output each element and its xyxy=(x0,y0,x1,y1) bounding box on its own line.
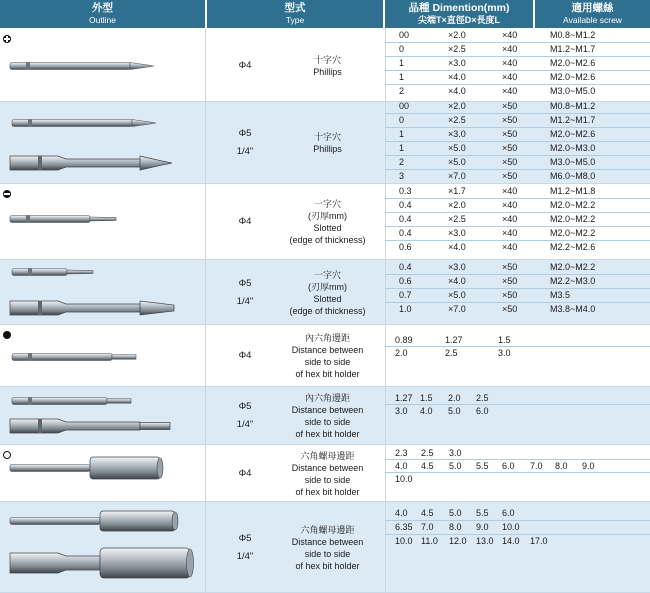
header-outline-cn: 外型 xyxy=(92,2,113,14)
size-value: 8.0 xyxy=(555,461,568,471)
dimension-cell: 0.6 xyxy=(399,276,412,286)
size-value: 3.0 xyxy=(395,406,408,416)
bit-shank xyxy=(12,354,112,361)
dimension-cell: ×2.0 xyxy=(448,200,466,210)
type-label: (edge of thickness) xyxy=(289,305,366,316)
dimension-cell: ×3.0 xyxy=(448,129,466,139)
dimension-cell: M2.0~M2.2 xyxy=(550,214,596,224)
dimension-cell: 1 xyxy=(399,58,405,68)
type-label: 內六角邊距 xyxy=(304,333,350,343)
dimension-cell: ×40 xyxy=(502,214,518,224)
dimension-cell: ×40 xyxy=(502,58,518,68)
dimension-cell: ×5.0 xyxy=(448,157,466,167)
type-label: 一字穴 xyxy=(313,269,341,280)
type-label: side to side xyxy=(304,417,351,427)
size-value: 10.0 xyxy=(502,522,520,532)
dimension-cell: ×50 xyxy=(502,276,518,286)
slotted-tip-icon xyxy=(140,301,174,315)
dimension-cell: ×50 xyxy=(502,115,518,125)
size-value: 12.0 xyxy=(449,536,467,546)
size-value: 2.5 xyxy=(445,348,458,358)
dimension-cell: ×1.7 xyxy=(448,186,466,196)
diameter-label: 1/4" xyxy=(236,550,254,562)
size-value: 5.0 xyxy=(448,406,461,416)
dimension-cell: ×2.5 xyxy=(448,115,466,125)
dimension-cell: M2.0~M2.6 xyxy=(550,129,596,139)
size-value: 1.5 xyxy=(420,393,433,403)
hex-tip-icon xyxy=(112,355,136,359)
nut-socket xyxy=(100,511,175,531)
size-value: 4.5 xyxy=(421,461,434,471)
dimension-cell: M6.0~M8.0 xyxy=(550,171,596,181)
dimension-cell: 2 xyxy=(399,86,405,96)
dimension-cell: 0 xyxy=(399,115,405,125)
type-label: 六角螺母邊距 xyxy=(300,524,355,535)
hex-shank xyxy=(10,419,140,433)
header-dimension-cn: 品種 Dimention(mm) xyxy=(408,2,510,14)
dimension-cell: ×50 xyxy=(502,129,518,139)
header-screw-cn: 適用螺絲 xyxy=(571,2,614,14)
size-value: 1.27 xyxy=(395,393,413,403)
dimension-cell: ×4.0 xyxy=(448,86,466,96)
dimension-cell: ×50 xyxy=(502,143,518,153)
phillips-tip-icon xyxy=(132,120,156,127)
size-value: 4.0 xyxy=(395,461,408,471)
size-value: 6.0 xyxy=(502,508,515,518)
bit-groove xyxy=(26,62,30,70)
dimension-cell: ×50 xyxy=(502,171,518,181)
phillips-tip-icon xyxy=(130,63,154,70)
dimension-cell: M3.8~M4.0 xyxy=(550,304,596,314)
size-value: 8.0 xyxy=(449,522,462,532)
diameter-label: Φ4 xyxy=(238,467,252,479)
type-label: Slotted xyxy=(313,223,342,233)
dimension-cell: M3.0~M5.0 xyxy=(550,157,596,167)
bit-groove xyxy=(28,353,32,361)
socket-mouth xyxy=(157,458,163,478)
dimension-cell: 3 xyxy=(399,171,405,181)
type-label: (刃厚mm) xyxy=(308,281,347,292)
dimension-cell: M1.2~M1.7 xyxy=(550,115,596,125)
bit-shank xyxy=(10,465,90,472)
dimension-cell: M3.0~M5.0 xyxy=(550,86,596,96)
type-label: (edge of thickness) xyxy=(289,235,366,245)
size-value: 2.3 xyxy=(395,448,408,458)
size-value: 3.0 xyxy=(449,448,462,458)
size-value: 4.0 xyxy=(395,508,408,518)
size-value: 0.89 xyxy=(395,335,413,345)
bit-groove xyxy=(28,119,32,127)
socket-mouth xyxy=(172,512,178,530)
dimension-cell: ×40 xyxy=(502,30,518,40)
diameter-label: Φ5 xyxy=(238,128,252,139)
size-value: 9.0 xyxy=(476,522,489,532)
dimension-cell: ×50 xyxy=(502,304,518,314)
size-value: 5.5 xyxy=(476,508,489,518)
dimension-cell: 0.4 xyxy=(399,214,412,224)
dimension-cell: ×50 xyxy=(502,157,518,167)
size-value: 13.0 xyxy=(476,536,494,546)
bit-groove xyxy=(26,215,30,223)
diameter-label: Φ4 xyxy=(238,216,252,227)
type-label: side to side xyxy=(304,548,351,559)
dimension-cell: M0.8~M1.2 xyxy=(550,101,596,111)
header-screw-en: Available screw xyxy=(563,15,622,25)
dimension-cell: ×50 xyxy=(502,262,518,272)
dimension-cell: ×7.0 xyxy=(448,304,466,314)
dimension-cell: M2.0~M2.2 xyxy=(550,200,596,210)
type-label: Distance between xyxy=(291,462,364,473)
header-type-en: Type xyxy=(285,15,305,25)
dimension-cell: ×3.0 xyxy=(448,228,466,238)
size-value: 1.27 xyxy=(445,335,463,345)
type-label: 十字穴 xyxy=(313,132,341,142)
bit-groove xyxy=(38,156,42,171)
type-label: of hex bit holder xyxy=(295,560,360,571)
dimension-cell: 00 xyxy=(399,101,410,111)
type-label: Distance between xyxy=(291,345,364,355)
size-value: 11.0 xyxy=(421,536,438,546)
diameter-label: Φ4 xyxy=(238,350,252,361)
dimension-cell: 1 xyxy=(399,72,405,82)
size-value: 10.0 xyxy=(395,474,413,484)
phillips-tip-icon xyxy=(140,156,172,170)
dimension-cell: ×40 xyxy=(502,228,518,238)
hex-shank xyxy=(10,301,140,315)
type-label: (刃厚mm) xyxy=(308,211,347,221)
dimension-cell: M2.2~M2.6 xyxy=(550,242,596,252)
dimension-cell: M1.2~M1.8 xyxy=(550,186,596,196)
nut-socket xyxy=(90,457,160,479)
diameter-label: 1/4" xyxy=(236,419,254,430)
size-value: 7.0 xyxy=(421,522,434,532)
dimension-cell: M3.5 xyxy=(550,290,571,300)
type-label: Distance between xyxy=(291,536,364,547)
size-value: 3.0 xyxy=(498,348,511,358)
type-label: 六角螺母邊距 xyxy=(300,450,355,461)
dimension-cell: ×3.0 xyxy=(448,58,466,68)
dimension-cell: M2.0~M2.2 xyxy=(550,262,596,272)
size-value: 2.5 xyxy=(476,393,489,403)
socket-mouth xyxy=(187,549,194,577)
hex-tip-icon xyxy=(107,399,131,403)
dimension-cell: 0.7 xyxy=(399,290,412,300)
type-label: Distance between xyxy=(291,405,364,415)
dimension-cell: 0 xyxy=(399,44,405,54)
diameter-label: Φ5 xyxy=(238,532,252,544)
diameter-label: 1/4" xyxy=(236,295,254,307)
type-label: 十字穴 xyxy=(313,54,341,65)
diameter-label: Φ5 xyxy=(238,401,252,412)
dimension-cell: ×5.0 xyxy=(448,290,466,300)
size-value: 14.0 xyxy=(502,536,520,546)
dimension-cell: ×2.5 xyxy=(448,44,466,54)
dimension-cell: M2.0~M2.6 xyxy=(550,58,596,68)
dimension-cell: 0.4 xyxy=(399,200,412,210)
dimension-cell: ×40 xyxy=(502,44,518,54)
dimension-cell: 0.3 xyxy=(399,186,412,196)
size-value: 6.0 xyxy=(476,406,489,416)
hex-tip-icon xyxy=(140,423,170,430)
size-value: 5.0 xyxy=(449,461,462,471)
diameter-label: 1/4" xyxy=(236,146,254,157)
dimension-cell: ×50 xyxy=(502,290,518,300)
type-label: side to side xyxy=(304,357,351,367)
nut-socket xyxy=(100,548,190,578)
size-value: 10.0 xyxy=(395,536,413,546)
bit-shank xyxy=(10,518,100,525)
dimension-cell: ×2.5 xyxy=(448,214,466,224)
type-label: Slotted xyxy=(313,293,342,304)
type-label: 一字穴 xyxy=(313,199,341,209)
bit-groove xyxy=(38,301,42,316)
dimension-cell: M2.0~M2.6 xyxy=(550,72,596,82)
dimension-cell: ×4.0 xyxy=(448,72,466,82)
size-value: 1.5 xyxy=(498,335,511,345)
size-value: 2.5 xyxy=(421,448,434,458)
bit-shank xyxy=(12,398,107,405)
dimension-cell: ×40 xyxy=(502,86,518,96)
dimension-cell: 00 xyxy=(399,30,410,40)
type-label: 內六角邊距 xyxy=(304,393,350,403)
type-label: of hex bit holder xyxy=(295,429,360,439)
dimension-cell: ×4.0 xyxy=(448,242,466,252)
bit-shank xyxy=(12,269,67,276)
size-value: 2.0 xyxy=(395,348,408,358)
dimension-cell: 0.4 xyxy=(399,228,412,238)
dimension-cell: ×3.0 xyxy=(448,262,466,272)
size-value: 5.5 xyxy=(476,461,489,471)
diameter-label: Φ4 xyxy=(238,59,252,71)
dimension-cell: ×40 xyxy=(502,242,518,252)
dimension-cell: 0.4 xyxy=(399,262,412,272)
dimension-cell: M2.0~M3.0 xyxy=(550,143,596,153)
hex-shank xyxy=(10,156,140,170)
header-dimension-sub: 尖端T×直徑D×長度L xyxy=(417,15,500,25)
bit-groove xyxy=(28,268,32,276)
dimension-cell: 1.0 xyxy=(399,304,412,314)
dimension-cell: ×4.0 xyxy=(448,276,466,286)
type-label: of hex bit holder xyxy=(295,486,360,497)
dimension-cell: ×40 xyxy=(502,200,518,210)
dimension-cell: 0.6 xyxy=(399,242,412,252)
size-value: 17.0 xyxy=(530,536,548,546)
size-value: 2.0 xyxy=(448,393,461,403)
type-label: of hex bit holder xyxy=(295,369,360,379)
dimension-cell: ×40 xyxy=(502,186,518,196)
dimension-cell: M1.2~M1.7 xyxy=(550,44,596,54)
size-value: 9.0 xyxy=(582,461,595,471)
size-value: 4.0 xyxy=(420,406,433,416)
dimension-cell: ×40 xyxy=(502,72,518,82)
type-label: Phillips xyxy=(313,144,342,154)
slotted-tip-icon xyxy=(90,217,116,221)
header-type-cn: 型式 xyxy=(284,2,306,14)
dimension-cell: 1 xyxy=(399,129,405,139)
type-label: Phillips xyxy=(313,66,342,77)
dimension-cell: M2.2~M3.0 xyxy=(550,276,596,286)
dimension-cell: M2.0~M2.2 xyxy=(550,228,596,238)
dimension-cell: 1 xyxy=(399,143,405,153)
slotted-tip-icon xyxy=(67,270,93,274)
dimension-cell: ×2.0 xyxy=(448,30,466,40)
dimension-cell: M0.8~M1.2 xyxy=(550,30,596,40)
hex-shank xyxy=(10,553,100,573)
bit-groove xyxy=(28,397,32,405)
size-value: 4.5 xyxy=(421,508,434,518)
dimension-cell: 2 xyxy=(399,157,405,167)
bit-groove xyxy=(38,419,42,434)
dimension-cell: ×7.0 xyxy=(448,171,466,181)
header-outline-en: Outline xyxy=(89,15,116,25)
size-value: 6.35 xyxy=(395,522,413,532)
dimension-cell: ×2.0 xyxy=(448,101,466,111)
size-value: 6.0 xyxy=(502,461,515,471)
diameter-label: Φ5 xyxy=(238,277,252,289)
bit-shank xyxy=(10,216,90,223)
dimension-cell: ×50 xyxy=(502,101,518,111)
size-value: 7.0 xyxy=(530,461,543,471)
size-value: 5.0 xyxy=(449,508,462,518)
dimension-cell: ×5.0 xyxy=(448,143,466,153)
type-label: side to side xyxy=(304,474,351,485)
